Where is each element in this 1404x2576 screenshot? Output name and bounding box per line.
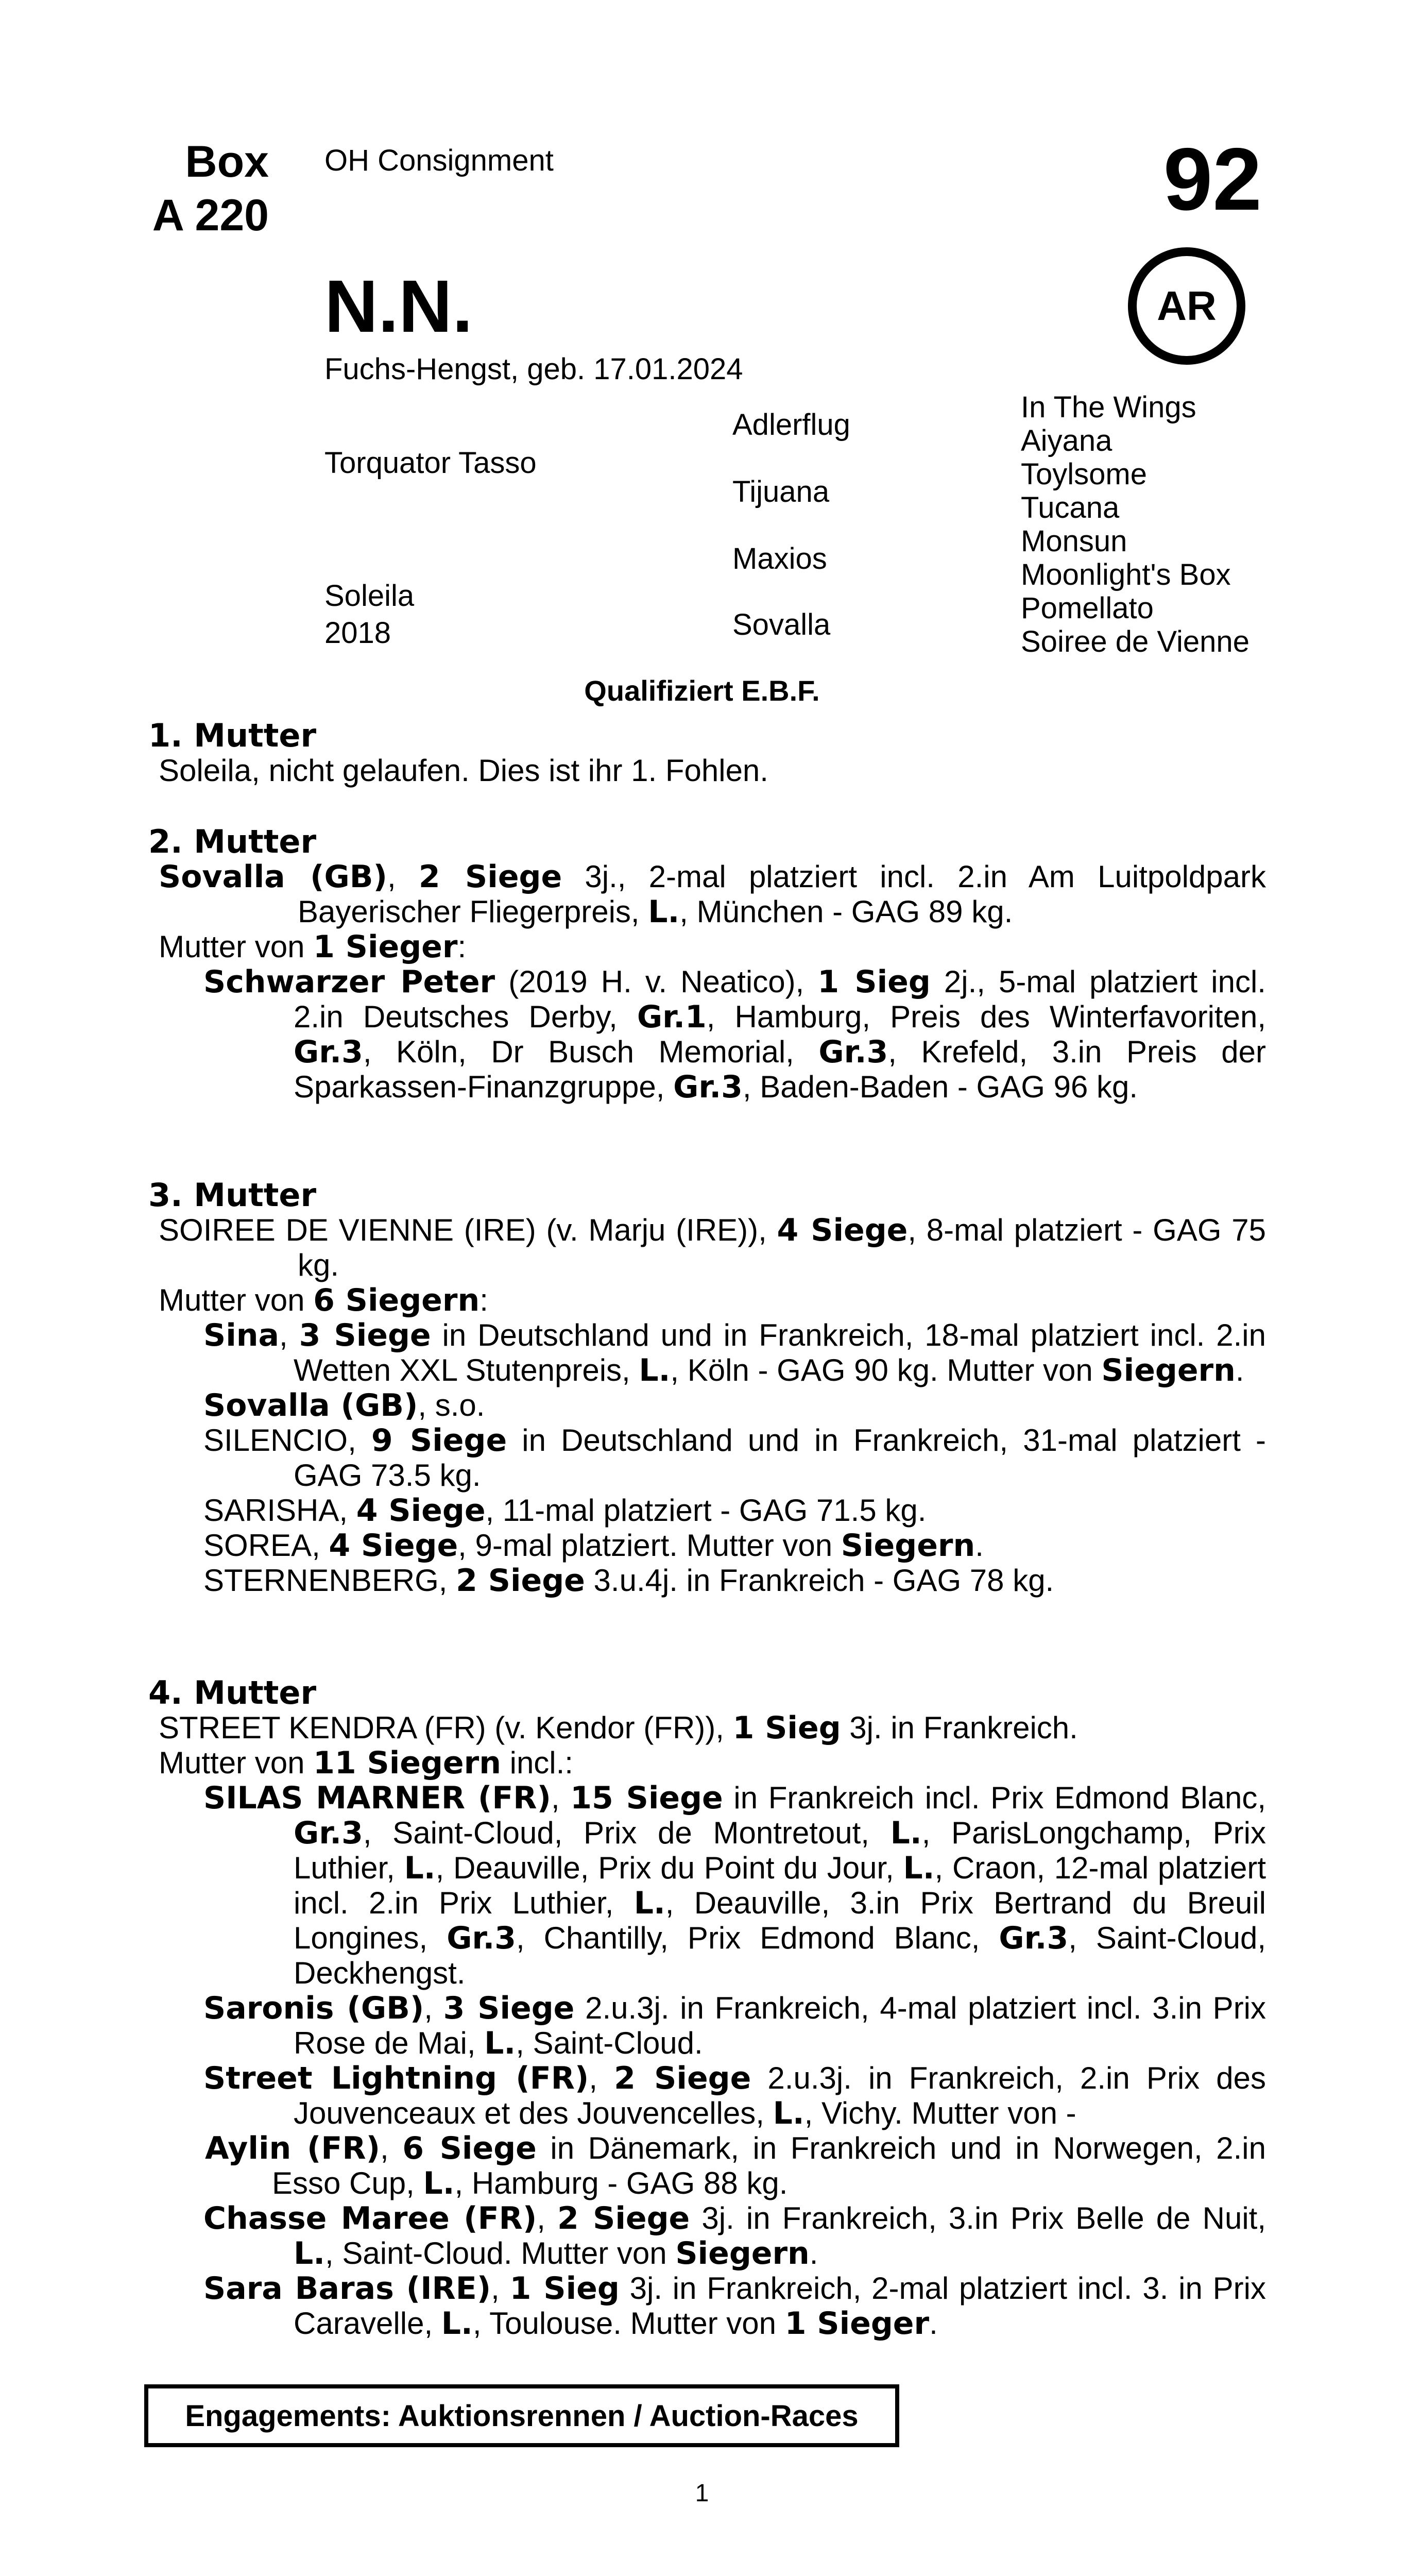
pedigree-ggp: Soiree de Vienne	[1021, 625, 1249, 658]
pedigree-grandparent: Adlerflug	[732, 408, 850, 442]
first-dam-text: Soleila, nicht gelaufen. Dies ist ihr 1. Fohlen.	[159, 753, 768, 788]
section-heading: 2. Mutter	[148, 823, 317, 860]
offspring-name: Saronis (GB)	[203, 1990, 424, 2026]
pedigree-ggp: In The Wings	[1021, 391, 1196, 424]
offspring-name: SILENCIO	[203, 1423, 348, 1458]
pedigree-grandparent: Maxios	[732, 542, 827, 575]
produce-summary: Mutter von 6 Siegern:	[159, 1282, 488, 1318]
offspring-entry: SILAS MARNER (FR), 15 Siege in Frankreich incl. Prix Edmond Blanc, Gr.3, Saint-Cloud, Prix de Montretout, L., ParisLongchamp, Prix Luthier, L., Deauville, Prix du Point du Jour, L., Craon, 12-mal platziert incl. 2.in Prix Luthier, L., Deauville, 3.in Prix Bertrand du Breuil Longines, Gr.3, Chantilly, Prix Edmond Blanc, Gr.3, Saint-Cloud, Deckhengst.	[203, 1780, 1266, 1990]
offspring-entry: Chasse Maree (FR), 2 Siege 3j. in Frankreich, 3.in Prix Belle de Nuit, L., Saint-Cloud. Mutter von Siegern.	[203, 2200, 1266, 2272]
box-label: Box A 220	[114, 135, 269, 242]
offspring-name: Aylin (FR)	[205, 2130, 381, 2166]
offspring-name: SILAS MARNER (FR)	[203, 1780, 551, 1816]
listed: L.	[648, 894, 680, 930]
offspring-name: Sina	[203, 1317, 279, 1353]
pedigree-ggp: Monsun	[1021, 524, 1127, 558]
engagements-text: Engagements: Auktionsrennen / Auction-Races	[185, 2399, 859, 2433]
consignor: OH Consignment	[324, 144, 554, 177]
pedigree-dam: Soleila	[324, 579, 415, 613]
offspring-name: Street Lightning (FR)	[203, 2060, 589, 2096]
winner-count: 6 Siegern	[313, 1282, 480, 1318]
section-fourth-dam	[148, 1675, 1266, 2341]
offspring-entry: SARISHA, 4 Siege, 11-mal platziert - GAG 71.5 kg.	[203, 1493, 927, 1529]
offspring-entry: Sovalla (GB), s.o.	[203, 1387, 485, 1423]
pedigree-ggp: Tucana	[1021, 491, 1120, 524]
fourth-dam-record: STREET KENDRA (FR) (v. Kendor (FR)), 1 Sieg 3j. in Frankreich.	[159, 1710, 1078, 1746]
pedigree-ggp: Aiyana	[1021, 424, 1112, 457]
pedigree-ggp: Toylsome	[1021, 457, 1147, 491]
pedigree-sire: Torquator Tasso	[324, 446, 537, 480]
section-second-dam	[148, 824, 1266, 1105]
offspring-entry: SILENCIO, 9 Siege in Deutschland und in Frankreich, 31-mal platziert - GAG 73.5 kg.	[203, 1422, 1266, 1493]
section-heading: 4. Mutter	[148, 1674, 317, 1711]
wins: 2 Siege	[418, 859, 562, 895]
dam-name: Sovalla (GB)	[159, 859, 387, 895]
pedigree-great-grandparents	[1021, 391, 1249, 658]
section-first-dam	[148, 718, 1266, 788]
ar-badge	[1128, 247, 1245, 365]
offspring-name: SOREA	[203, 1528, 312, 1563]
second-dam-record: Sovalla (GB), 2 Siege 3j., 2-mal platziert incl. 2.in Am Luitpoldpark Bayerischer Fliegerpreis, L., München - GAG 89 kg.	[159, 859, 1266, 930]
pedigree-dam-year: 2018	[324, 616, 391, 650]
section-heading: 1. Mutter	[148, 717, 317, 754]
produce-summary: Mutter von 11 Siegern incl.:	[159, 1745, 573, 1781]
offspring-entry: Sina, 3 Siege in Deutschland und in Frankreich, 18-mal platziert incl. 2.in Wetten XXL Stutenpreis, L., Köln - GAG 90 kg. Mutter von Siegern.	[203, 1317, 1266, 1388]
box-number: A 220	[152, 191, 269, 240]
offspring-name: SARISHA	[203, 1493, 339, 1528]
offspring-entry: Sara Baras (IRE), 1 Sieg 3j. in Frankreich, 2-mal platziert incl. 3. in Prix Caravelle, L., Toulouse. Mutter von 1 Sieger.	[203, 2270, 1266, 2342]
ar-badge-label: AR	[1157, 283, 1217, 329]
winner-count: 11 Siegern	[313, 1745, 501, 1781]
pedigree-ggp: Pomellato	[1021, 591, 1154, 625]
offspring-name: Schwarzer Peter	[203, 964, 495, 1000]
horse-name: N.N.	[324, 265, 473, 348]
section-heading: 3. Mutter	[148, 1176, 317, 1214]
wins: 1 Sieg	[732, 1710, 841, 1746]
pedigree-grandparent: Sovalla	[732, 608, 831, 641]
offspring-entry: SOREA, 4 Siege, 9-mal platziert. Mutter von Siegern.	[203, 1528, 984, 1564]
offspring-entry: Saronis (GB), 3 Siege 2.u.3j. in Frankreich, 4-mal platziert incl. 3.in Prix Rose de Mai, L., Saint-Cloud.	[203, 1990, 1266, 2061]
winner-count: 1 Sieger	[313, 929, 458, 965]
horse-description: Fuchs-Hengst, geb. 17.01.2024	[324, 352, 743, 386]
offspring-name: Chasse Maree (FR)	[203, 2200, 537, 2236]
offspring-name: STERNENBERG	[203, 1563, 439, 1598]
wins: 4 Siege	[777, 1212, 908, 1248]
pedigree-grandparent: Tijuana	[732, 475, 830, 509]
engagements-box	[144, 2384, 899, 2447]
third-dam-record: SOIREE DE VIENNE (IRE) (v. Marju (IRE)), 4 Siege, 8-mal platziert - GAG 75 kg.	[159, 1212, 1266, 1282]
pedigree-ggp: Moonlight's Box	[1021, 558, 1231, 591]
offspring-name: Sara Baras (IRE)	[203, 2270, 491, 2307]
qualification: Qualifiziert E.B.F.	[584, 674, 820, 707]
offspring-entry: Schwarzer Peter (2019 H. v. Neatico), 1 Sieg 2j., 5-mal platziert incl. 2.in Deutsches Derby, Gr.1, Hamburg, Preis des Winterfavoriten, Gr.3, Köln, Dr Busch Memorial, Gr.3, Krefeld, 3.in Preis der Sparkassen-Finanzgruppe, Gr.3, Baden-Baden - GAG 96 kg.	[203, 964, 1266, 1105]
page-number: 1	[695, 2480, 709, 2507]
offspring-entry: STERNENBERG, 2 Siege 3.u.4j. in Frankreich - GAG 78 kg.	[203, 1563, 1054, 1599]
offspring-entry: Street Lightning (FR), 2 Siege 2.u.3j. in Frankreich, 2.in Prix des Jouvenceaux et des Jouvencelles, L., Vichy. Mutter von -	[203, 2060, 1266, 2131]
offspring-entry-grandchild: Aylin (FR), 6 Siege in Dänemark, in Frankreich und in Norwegen, 2.in Esso Cup, L., Hamburg - GAG 88 kg.	[205, 2130, 1266, 2201]
lot-number: 92	[1163, 130, 1262, 229]
section-third-dam	[148, 1178, 1266, 1598]
produce-summary: Mutter von 1 Sieger:	[159, 929, 467, 965]
offspring-name: Sovalla (GB)	[203, 1387, 418, 1423]
